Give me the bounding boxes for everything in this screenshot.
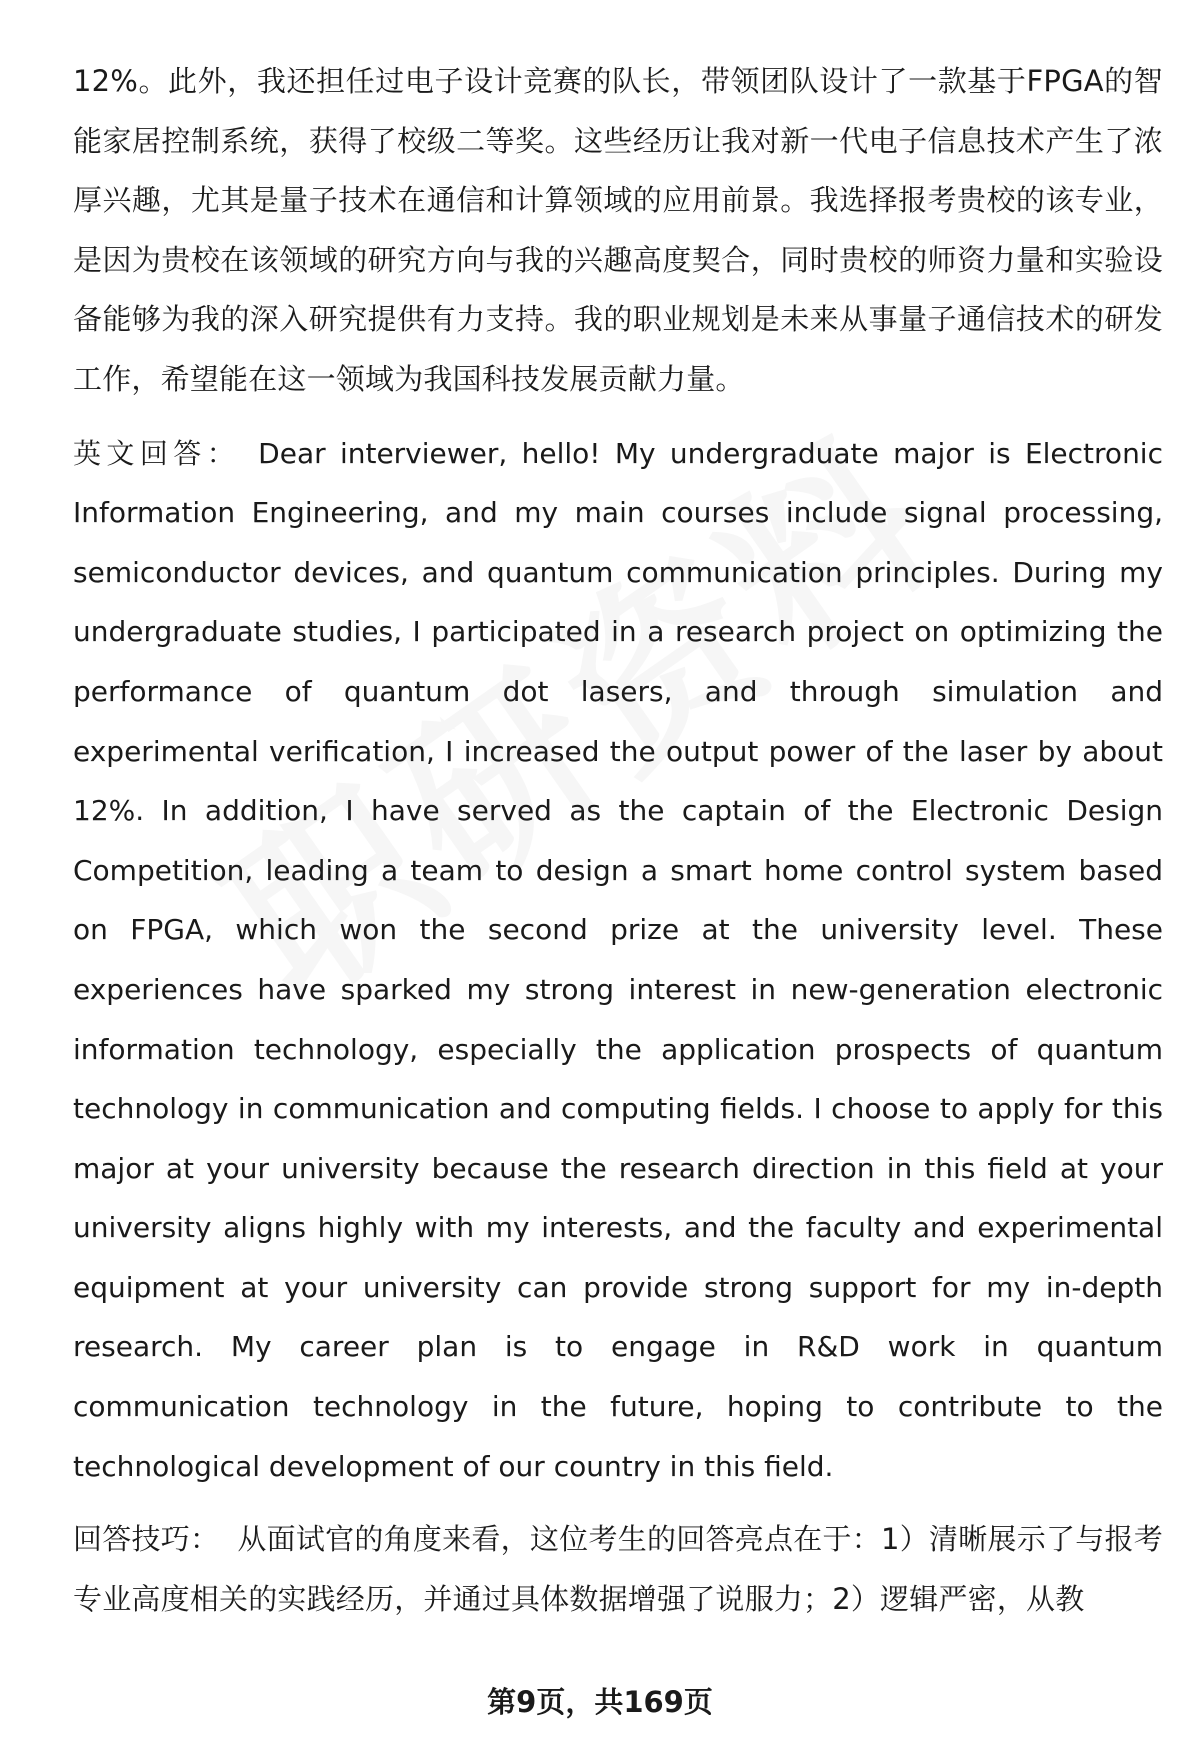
answer-tips-label: 回答技巧： xyxy=(73,1522,220,1557)
english-answer-paragraph xyxy=(73,424,1163,1497)
continuation-text: 12%。此外，我还担任过电子设计竞赛的队长，带领团队设计了一款基于FPGA的智能家居控制系统，获得了校级二等奖。这些经历让我对新一代电子信息技术产生了浓厚兴趣，尤其是量子技术在通信和计算领域的应用前景。我选择报考贵校的该专业，是因为贵校在该领域的研究方向与我的兴趣高度契合，同时贵校的师资力量和实验设备能够为我的深入研究提供有力支持。我的职业规划是未来从事量子通信技术的研发工作，希望能在这一领域为我国科技发展贡献力量。 xyxy=(73,64,1163,396)
page-number-footer: 第9页，共169页 xyxy=(487,1685,713,1719)
answer-tips-text: 从面试官的角度来看，这位考生的回答亮点在于：1）清晰展示了与报考专业高度相关的实践经历，并通过具体数据增强了说服力；2）逻辑严密，从教 xyxy=(73,1522,1163,1616)
answer-tips-paragraph xyxy=(73,1510,1163,1629)
chinese-answer-continuation xyxy=(73,52,1163,410)
english-answer-label: 英文回答： xyxy=(73,436,241,470)
english-answer-text: Dear interviewer, hello! My undergraduate major is Electronic Information Engineering, and my main courses include signal processing, semiconductor devices, and quantum communication principles. During my undergraduate studies, I participated in a research project on optimizing the performance of quantum dot lasers, and through simulation and experimental verification, I increased the output power of the laser by about 12%. In addition, I have served as the captain of the Electronic Design Competition, leading a team to design a smart home control system based on FPGA, which won the second prize at the university level. These experiences have sparked my strong interest in new-generation electronic information technology, especially the application prospects of quantum technology in communication and computing fields. I choose to apply for this major at your university because the research direction in this field at your university aligns highly with my interests, and the faculty and experimental equipment at your university can provide strong support for my in-depth research. My career plan is to engage in R&D work in quantum communication technology in the future, hoping to contribute to the technological development of our country in this field. xyxy=(73,436,1163,1483)
page-body xyxy=(73,52,1163,1643)
